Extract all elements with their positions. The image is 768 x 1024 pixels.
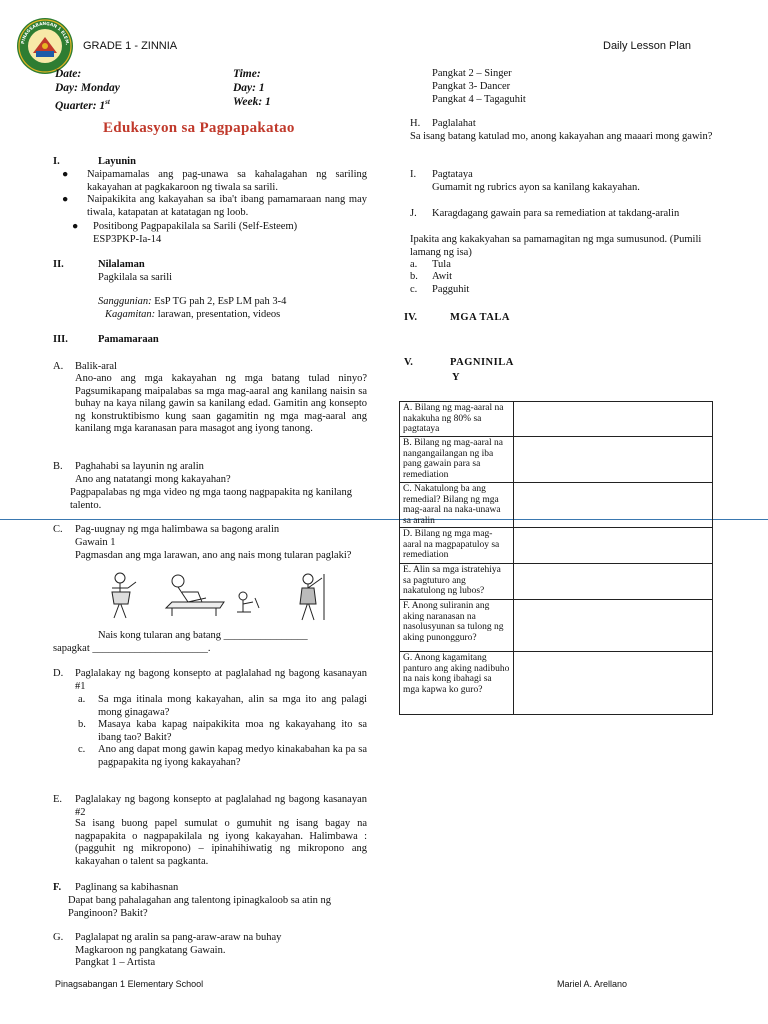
- day-number: Day: 1: [233, 82, 265, 94]
- reflection-d: D. Bilang ng mga mag-aaral na magpapatuloy sa remediation: [400, 528, 514, 564]
- step-a-heading: Balik-aral: [75, 361, 117, 372]
- reflection-table: [399, 401, 713, 715]
- step-f-letter: F.: [53, 882, 62, 893]
- step-d-item-b-letter: b.: [78, 719, 86, 730]
- reflection-answer-cell[interactable]: [513, 652, 712, 715]
- week-label: Week: 1: [233, 96, 271, 108]
- quarter-label: Quarter: 1st: [55, 98, 110, 112]
- step-i-letter: I.: [410, 169, 417, 180]
- step-d-letter: D.: [53, 668, 64, 679]
- group-1: Pangkat 1 – Artista: [75, 957, 156, 968]
- step-e-heading: Paglalakay ng bagong konsepto at paglalahad ng bagong kasanayan #2: [75, 794, 367, 818]
- step-c-letter: C.: [53, 524, 63, 535]
- table-row: [400, 483, 713, 528]
- section-5-heading-wrap: Y: [452, 372, 460, 383]
- bullet-dot: ●: [62, 169, 69, 180]
- bullet-dot: ●: [62, 194, 69, 205]
- competency-code: ESP3PKP-Ia-14: [93, 234, 162, 245]
- objective-2: Naipakikita ang kakayahan sa iba't ibang pamamaraan nang may tiwala, katapatan at katatagan ng loob.: [87, 194, 367, 218]
- section-5-heading: PAGNINILA: [450, 357, 514, 368]
- step-b-letter: B.: [53, 461, 63, 472]
- reflection-a: A. Bilang ng mag-aaral na nakakuha ng 80% sa pagtataya: [400, 402, 514, 437]
- child-reading-illustration: [233, 590, 265, 618]
- step-g-heading: Paglalapat ng aralin sa pang-araw-araw na buhay: [75, 932, 282, 943]
- bullet-dot: ●: [72, 221, 79, 232]
- section-1-number: I.: [53, 156, 60, 167]
- reflection-answer-cell[interactable]: [513, 600, 712, 652]
- reflection-e: E. Alin sa mga istratehiya sa pagtuturo ang nakatulong ng lubos?: [400, 564, 514, 600]
- table-row: [400, 652, 713, 715]
- step-d-item-a-letter: a.: [78, 694, 86, 705]
- option-b-letter: b.: [410, 271, 418, 282]
- objective-1: Naipamamalas ang pag-unawa sa kahalagahan ng sariling kakayahan at pagkakaroon ng tiwala sa sarili.: [87, 169, 367, 193]
- reflection-answer-cell[interactable]: [513, 564, 712, 600]
- step-a-text: Ano-ano ang mga kakayahan ng mga batang tulad ninyo? Pagsumikapang maipalabas sa mga mag-aaral ang kanilang naisin sa buhay na kaya nilang gawin sa kanilang edad. Gamitin ang konsepto ng konstruktibismo kung saan gagamitin ng mga mag-aaral ang kanilang mga karanasan para masagot ang iyong tanong.: [75, 373, 367, 434]
- step-i-heading: Pagtataya: [432, 169, 473, 180]
- step-d-item-a: Sa mga itinala mong kakayahan, alin sa mga ito ang palagi mong ginagawa?: [98, 694, 367, 718]
- topic: Pagkilala sa sarili: [98, 272, 173, 283]
- step-c-question: Pagmasdan ang mga larawan, ano ang nais mong tularan paglaki?: [75, 550, 352, 561]
- reflection-answer-cell[interactable]: [513, 402, 712, 437]
- option-c: Pagguhit: [432, 284, 470, 295]
- step-d-heading: Paglalakay ng bagong konsepto at paglalahad ng bagong kasanayan #1: [75, 668, 367, 692]
- step-b-question: Ano ang natatangi mong kakayahan?: [75, 474, 231, 485]
- child-dancing-illustration: [290, 572, 330, 622]
- step-j-text: Ipakita ang kakakyahan sa pamamagitan ng mga sumusunod. (Pumili lamang ng isa): [410, 234, 702, 258]
- table-row: [400, 528, 713, 564]
- grade-section: GRADE 1 - ZINNIA: [83, 40, 178, 52]
- step-j-letter: J.: [410, 208, 417, 219]
- reflection-answer-cell[interactable]: [513, 483, 712, 528]
- group-3: Pangkat 3- Dancer: [432, 81, 511, 92]
- step-e-letter: E.: [53, 794, 63, 805]
- reflection-f: F. Anong suliranin ang aking naranasan na nasolusyunan sa tulong ng aking punongguro?: [400, 600, 514, 652]
- option-a-letter: a.: [410, 259, 418, 270]
- footer-school: Pinagsabangan 1 Elementary School: [55, 979, 204, 989]
- step-f-heading: Paglinang sa kabihasnan: [75, 882, 179, 893]
- section-2-number: II.: [53, 259, 64, 270]
- reflection-b: B. Bilang ng mag-aaral na nangangailangan ng iba pang gawain para sa remediation: [400, 437, 514, 483]
- objective-3: Positibong Pagpapakilala sa Sarili (Self-Esteem): [93, 221, 298, 232]
- child-drawing-illustration: [158, 572, 228, 618]
- step-b-text: Pagpapalabas ng mga video ng mga taong nagpapakita ng kanilang talento.: [70, 487, 352, 511]
- references: Sanggunian: EsP TG pah 2, EsP LM pah 3-4: [98, 296, 287, 307]
- table-row: [400, 437, 713, 483]
- step-d-item-b: Masaya kaba kapag naipakikita moa ng kakayahang ito sa ibang tao? Bakit?: [98, 719, 367, 743]
- section-4-heading: MGA TALA: [450, 312, 510, 323]
- date-label: Date:: [55, 68, 82, 80]
- subject-title: Edukasyon sa Pagpapakatao: [103, 120, 295, 136]
- school-logo: [16, 17, 74, 75]
- step-h-heading: Paglalahat: [432, 118, 476, 129]
- child-singing-illustration: [98, 570, 143, 622]
- step-d-item-c-letter: c.: [78, 744, 86, 755]
- option-a: Tula: [432, 259, 451, 270]
- section-5-number: V.: [404, 357, 413, 368]
- step-h-letter: H.: [410, 118, 421, 129]
- table-row: [400, 600, 713, 652]
- step-g-text: Magkaroon ng pangkatang Gawain.: [75, 945, 226, 956]
- step-d-item-c: Ano ang dapat mong gawin kapag medyo kinakabahan ka pa sa pagpapakita ng iyong kakayahan?: [98, 744, 367, 768]
- table-row: [400, 402, 713, 437]
- group-2: Pangkat 2 – Singer: [432, 68, 512, 79]
- section-4-number: IV.: [404, 312, 417, 323]
- reflection-answer-cell[interactable]: [513, 437, 712, 483]
- step-a-letter: A.: [53, 361, 64, 372]
- svg-text:PINAGSABANGAN 1 ELEM. SCHOOL: PINAGSABANGAN 1 ELEM.: [21, 21, 70, 46]
- step-h-text: Sa isang batang katulad mo, anong kakayahan ang maaari mong gawin?: [410, 131, 713, 142]
- materials: Kagamitan: larawan, presentation, videos: [105, 309, 281, 320]
- activity-label: Gawain 1: [75, 537, 116, 548]
- section-3-number: III.: [53, 334, 68, 345]
- time-label: Time:: [233, 68, 261, 80]
- step-c-heading: Pag-uugnay ng mga halimbawa sa bagong aralin: [75, 524, 280, 535]
- reflection-answer-cell[interactable]: [513, 528, 712, 564]
- step-f-text: Dapat bang pahalagahan ang talentong ipinagkaloob sa atin ng Panginoon? Bakit?: [68, 895, 331, 919]
- step-g-letter: G.: [53, 932, 64, 943]
- step-i-text: Gumamit ng rubrics ayon sa kanilang kakayahan.: [432, 182, 640, 193]
- section-1-heading: Layunin: [98, 156, 136, 167]
- footer-teacher: Mariel A. Arellano: [557, 979, 628, 989]
- day-label: Day: Monday: [55, 82, 120, 94]
- step-e-text: Sa isang buong papel sumulat o gumuhit ng isang bagay na nagpapakita o nagpapakilala ng iyong kakayahan. Halimbawa : (pagguhit ng mikropono) – ipinahihiwatig ng mikropono ang kakayahan o talent sa pagkanta.: [75, 818, 367, 867]
- reflection-c: C. Nakatulong ba ang remedial? Bilang ng mga mag-aaral na naka-unawa sa aralin: [400, 483, 514, 528]
- option-b: Awit: [432, 271, 453, 282]
- fill-in-line-2: sapagkat ______________________.: [53, 643, 211, 654]
- step-b-heading: Paghahabi sa layunin ng aralin: [75, 461, 204, 472]
- fill-in-line-1: Nais kong tularan ang batang ________________: [98, 630, 308, 641]
- table-row: [400, 564, 713, 600]
- group-4: Pangkat 4 – Tagaguhit: [432, 94, 526, 105]
- step-j-heading: Karagdagang gawain para sa remediation at takdang-aralin: [432, 208, 680, 219]
- section-3-heading: Pamamaraan: [98, 334, 159, 345]
- section-2-heading: Nilalaman: [98, 259, 145, 270]
- reflection-g: G. Anong kagamitang panturo ang aking nadibuho na nais kong ibahagi sa mga kapwa ko guro?: [400, 652, 514, 715]
- plan-title: Daily Lesson Plan: [603, 40, 692, 52]
- option-c-letter: c.: [410, 284, 418, 295]
